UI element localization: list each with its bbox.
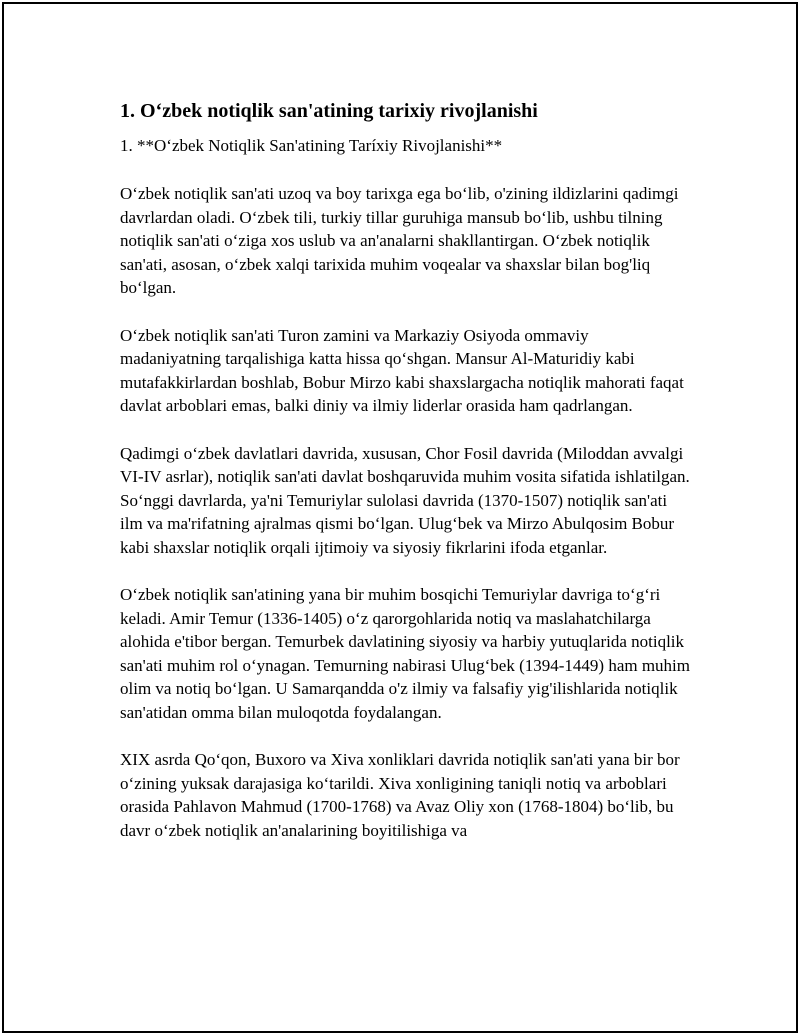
paragraph-5: XIX asrda Qo‘qon, Buxoro va Xiva xonliklari davrida notiqlik san'ati yana bir bor o‘zining yuksak darajasiga ko‘tarildi. Xiva xonligining taniqli notiq va arboblari orasida Pahlavon Mahmud (1700-1768) va Avaz Oliy xon (1768-1804) bo‘lib, bu davr o‘zbek notiqlik an'analarining boyitilishiga va — [120, 750, 680, 840]
paragraph-2: O‘zbek notiqlik san'ati Turon zamini va Markaziy Osiyoda ommaviy madaniyatning tarqalishiga katta hissa qo‘shgan. Mansur Al-Maturidiy kabi mutafakkirlardan boshlab, Bobur Mirzo kabi shaxslargacha notiqlik mahorati faqat davlat arboblari emas, balki diniy va ilmiy liderlar orasida ham qadrlangan. — [120, 325, 684, 415]
document-title: 1. O‘zbek notiqlik san'atining tarixiy rivojlanishi — [120, 100, 538, 122]
document-body — [120, 97, 690, 842]
paragraph-1: O‘zbek notiqlik san'ati uzoq va boy tarixga ega bo‘lib, o'zining ildizlarini qadimgi davrlardan oladi. O‘zbek tili, turkiy tillar guruhiga mansub bo‘lib, ushbu tilning notiqlik san'ati o‘ziga xos uslub va an'analarni shakllantirgan. O‘zbek notiqlik san'ati, asosan, o‘zbek xalqi tarixida muhim voqealar va shaxslar bilan bog'liq bo‘lgan. — [120, 184, 679, 297]
page-frame — [2, 2, 798, 1033]
paragraph-3: Qadimgi o‘zbek davlatlari davrida, xususan, Chor Fosil davrida (Miloddan avvalgi VI-IV asrlar), notiqlik san'ati davlat boshqaruvida muhim vosita sifatida ishlatilgan. So‘nggi davrlarda, ya'ni Temuriylar sulolasi davrida (1370-1507) notiqlik san'ati ilm va ma'rifatning ajralmas qismi bo‘lgan. Ulug‘bek va Mirzo Abulqosim Bobur kabi shaxslar notiqlik orqali ijtimoiy va siyosiy fikrlarini ifoda etganlar. — [120, 443, 690, 557]
section-heading: 1. **O‘zbek Notiqlik San'atining Taríxiy Rivojlanishi** — [120, 136, 503, 155]
paragraph-4: O‘zbek notiqlik san'atining yana bir muhim bosqichi Temuriylar davriga to‘g‘ri keladi. Amir Temur (1336-1405) o‘z qarorgohlarida notiq va maslahatchilarga alohida e'tibor bergan. Temurbek davlatining siyosiy va harbiy yutuqlarida notiqlik san'ati muhim rol o‘ynagan. Temurning nabirasi Ulug‘bek (1394-1449) ham muhim olim va notiq bo‘lgan. U Samarqandda o'z ilmiy va falsafiy yig'ilishlarida notiqlik san'atidan omma bilan muloqotda foydalangan. — [120, 585, 691, 722]
